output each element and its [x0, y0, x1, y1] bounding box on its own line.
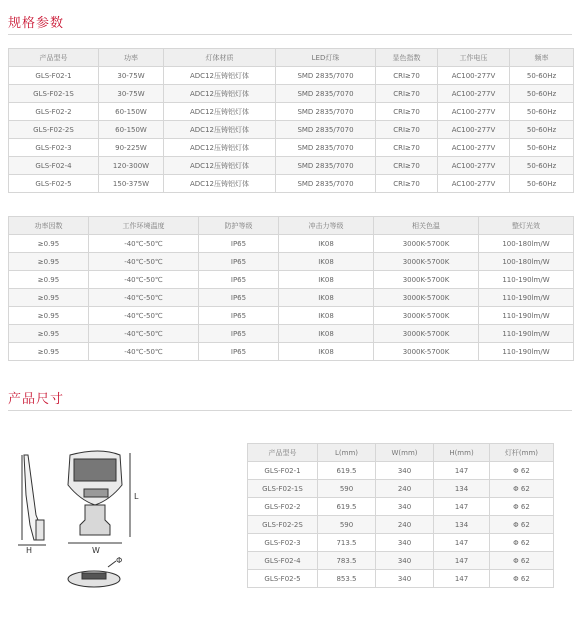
performance-table-row — [9, 271, 574, 289]
dimension-cell: 134 — [434, 480, 490, 498]
performance-cell: IK08 — [279, 289, 374, 307]
spec-table-header-row — [9, 49, 574, 67]
dimension-cell: 340 — [376, 552, 434, 570]
performance-cell: ≥0.95 — [9, 271, 89, 289]
performance-header-cell: 整灯光效 — [479, 217, 574, 235]
spec-table-row — [9, 67, 574, 85]
performance-cell: IK08 — [279, 307, 374, 325]
spec-cell: GLS-F02-2 — [9, 103, 99, 121]
spec-cell: AC100-277V — [438, 175, 510, 193]
performance-cell: IP65 — [199, 253, 279, 271]
dimension-cell: Φ 62 — [490, 480, 554, 498]
spec-table-row — [9, 157, 574, 175]
spec-cell: ADC12压铸铝灯体 — [164, 85, 276, 103]
performance-cell: 3000K-5700K — [374, 289, 479, 307]
spec-cell: 50-60Hz — [510, 175, 574, 193]
spec-cell: CRI≥70 — [376, 103, 438, 121]
performance-cell: 3000K-5700K — [374, 253, 479, 271]
spec-cell: ADC12压铸铝灯体 — [164, 157, 276, 175]
dimension-cell: 340 — [376, 570, 434, 588]
performance-cell: IP65 — [199, 325, 279, 343]
dimension-cell: 147 — [434, 462, 490, 480]
dimension-cell: Φ 62 — [490, 534, 554, 552]
spec-cell: AC100-277V — [438, 103, 510, 121]
spec-cell: 120-300W — [99, 157, 164, 175]
performance-table-row — [9, 343, 574, 361]
dimension-cell: GLS-F02-5 — [248, 570, 318, 588]
dimension-cell: Φ 62 — [490, 498, 554, 516]
spec-header-cell: 频率 — [510, 49, 574, 67]
spec-cell: 50-60Hz — [510, 85, 574, 103]
performance-cell: ≥0.95 — [9, 289, 89, 307]
dimension-table-header-row — [248, 444, 554, 462]
performance-header-cell: 防护等级 — [199, 217, 279, 235]
spec-cell: GLS-F02-1 — [9, 67, 99, 85]
performance-cell: 110-190lm/W — [479, 271, 574, 289]
spec-cell: ADC12压铸铝灯体 — [164, 121, 276, 139]
spec-cell: 50-60Hz — [510, 103, 574, 121]
performance-cell: IP65 — [199, 271, 279, 289]
performance-cell: 3000K-5700K — [374, 343, 479, 361]
spec-cell: SMD 2835/7070 — [276, 85, 376, 103]
dimensions-section-title: 产品尺寸 — [8, 392, 65, 407]
spec-cell: GLS-F02-1S — [9, 85, 99, 103]
dimension-table-row — [248, 498, 554, 516]
dimension-cell: 340 — [376, 462, 434, 480]
dimension-cell: GLS-F02-4 — [248, 552, 318, 570]
dimension-cell: GLS-F02-1 — [248, 462, 318, 480]
dimension-cell: 340 — [376, 534, 434, 552]
performance-cell: ≥0.95 — [9, 235, 89, 253]
performance-header-cell: 冲击力等级 — [279, 217, 374, 235]
dimension-header-cell: W(mm) — [376, 444, 434, 462]
spec-cell: 50-60Hz — [510, 121, 574, 139]
performance-cell: IK08 — [279, 271, 374, 289]
spec-cell: CRI≥70 — [376, 157, 438, 175]
performance-cell: 3000K-5700K — [374, 235, 479, 253]
dimension-cell: 713.5 — [318, 534, 376, 552]
dimension-cell: Φ 62 — [490, 462, 554, 480]
spec-cell: AC100-277V — [438, 157, 510, 175]
dimension-table-row — [248, 480, 554, 498]
length-label: L — [134, 492, 139, 501]
dimension-header-cell: 灯杆(mm) — [490, 444, 554, 462]
dimension-cell: 134 — [434, 516, 490, 534]
spec-cell: CRI≥70 — [376, 139, 438, 157]
spec-cell: CRI≥70 — [376, 175, 438, 193]
spec-cell: GLS-F02-4 — [9, 157, 99, 175]
performance-cell: 100-180lm/W — [479, 235, 574, 253]
pole-diameter-label: Φ — [116, 556, 123, 565]
performance-cell: ≥0.95 — [9, 253, 89, 271]
performance-header-cell: 相关色温 — [374, 217, 479, 235]
performance-cell: -40℃-50℃ — [89, 253, 199, 271]
dimension-cell: 619.5 — [318, 498, 376, 516]
spec-cell: GLS-F02-2S — [9, 121, 99, 139]
performance-table-row — [9, 289, 574, 307]
spec-cell: SMD 2835/7070 — [276, 67, 376, 85]
product-dimension-diagram — [10, 445, 170, 595]
spec-header-cell: 产品型号 — [9, 49, 99, 67]
performance-header-cell: 工作环境温度 — [89, 217, 199, 235]
dimension-cell: 240 — [376, 516, 434, 534]
performance-cell: -40℃-50℃ — [89, 325, 199, 343]
spec-header-cell: 显色指数 — [376, 49, 438, 67]
performance-table-row — [9, 235, 574, 253]
performance-cell: 3000K-5700K — [374, 271, 479, 289]
dimension-cell: 240 — [376, 480, 434, 498]
side-view — [18, 455, 46, 545]
spec-table — [8, 48, 574, 193]
spec-cell: CRI≥70 — [376, 67, 438, 85]
performance-cell: IP65 — [199, 343, 279, 361]
dimension-table-row — [248, 552, 554, 570]
height-label: H — [26, 546, 33, 555]
spec-cell: GLS-F02-5 — [9, 175, 99, 193]
performance-cell: 100-180lm/W — [479, 253, 574, 271]
dimension-cell: Φ 62 — [490, 552, 554, 570]
dimension-cell: 853.5 — [318, 570, 376, 588]
dimension-table-row — [248, 570, 554, 588]
performance-cell: IK08 — [279, 325, 374, 343]
spec-cell: AC100-277V — [438, 139, 510, 157]
spec-cell: AC100-277V — [438, 85, 510, 103]
performance-cell: 110-190lm/W — [479, 325, 574, 343]
dimension-header-cell: 产品型号 — [248, 444, 318, 462]
specs-section-title: 规格参数 — [8, 16, 65, 31]
top-view — [68, 451, 130, 543]
spec-cell: CRI≥70 — [376, 121, 438, 139]
spec-header-cell: 灯体材质 — [164, 49, 276, 67]
dimension-cell: 619.5 — [318, 462, 376, 480]
spec-header-cell: 功率 — [99, 49, 164, 67]
dimension-cell: 590 — [318, 480, 376, 498]
spec-cell: AC100-277V — [438, 121, 510, 139]
performance-cell: ≥0.95 — [9, 307, 89, 325]
spec-cell: AC100-277V — [438, 67, 510, 85]
spec-cell: 30-75W — [99, 67, 164, 85]
performance-cell: 110-190lm/W — [479, 289, 574, 307]
spec-table-row — [9, 175, 574, 193]
performance-cell: 110-190lm/W — [479, 307, 574, 325]
spec-header-cell: LED灯珠 — [276, 49, 376, 67]
width-label: W — [92, 546, 100, 555]
spec-cell: SMD 2835/7070 — [276, 157, 376, 175]
performance-cell: -40℃-50℃ — [89, 289, 199, 307]
dimension-cell: 147 — [434, 570, 490, 588]
dimension-cell: 147 — [434, 552, 490, 570]
performance-table-row — [9, 253, 574, 271]
spec-cell: 50-60Hz — [510, 139, 574, 157]
performance-cell: IP65 — [199, 289, 279, 307]
spec-cell: 150-375W — [99, 175, 164, 193]
spec-cell: ADC12压铸铝灯体 — [164, 103, 276, 121]
spec-cell: GLS-F02-3 — [9, 139, 99, 157]
performance-cell: IP65 — [199, 307, 279, 325]
spec-cell: ADC12压铸铝灯体 — [164, 139, 276, 157]
dimension-cell: GLS-F02-2 — [248, 498, 318, 516]
performance-cell: IK08 — [279, 343, 374, 361]
dimension-header-cell: H(mm) — [434, 444, 490, 462]
spec-table-row — [9, 103, 574, 121]
front-view — [68, 561, 120, 587]
spec-header-cell: 工作电压 — [438, 49, 510, 67]
dimension-cell: GLS-F02-2S — [248, 516, 318, 534]
dimension-header-cell: L(mm) — [318, 444, 376, 462]
spec-cell: 60-150W — [99, 121, 164, 139]
performance-header-cell: 功率因数 — [9, 217, 89, 235]
performance-table-row — [9, 307, 574, 325]
dimension-table — [247, 443, 554, 588]
performance-cell: IK08 — [279, 253, 374, 271]
dimension-cell: 783.5 — [318, 552, 376, 570]
spec-cell: 50-60Hz — [510, 67, 574, 85]
performance-cell: 3000K-5700K — [374, 325, 479, 343]
spec-cell: 50-60Hz — [510, 157, 574, 175]
spec-cell: ADC12压铸铝灯体 — [164, 175, 276, 193]
spec-cell: 30-75W — [99, 85, 164, 103]
dimension-cell: GLS-F02-3 — [248, 534, 318, 552]
spec-cell: SMD 2835/7070 — [276, 103, 376, 121]
performance-table-header-row — [9, 217, 574, 235]
spec-table-row — [9, 85, 574, 103]
performance-cell: -40℃-50℃ — [89, 307, 199, 325]
dimension-table-row — [248, 534, 554, 552]
performance-cell: -40℃-50℃ — [89, 343, 199, 361]
performance-cell: IP65 — [199, 235, 279, 253]
spec-cell: ADC12压铸铝灯体 — [164, 67, 276, 85]
spec-cell: 90-225W — [99, 139, 164, 157]
spec-table-row — [9, 139, 574, 157]
performance-cell: ≥0.95 — [9, 343, 89, 361]
spec-cell: 60-150W — [99, 103, 164, 121]
performance-table-row — [9, 325, 574, 343]
performance-cell: IK08 — [279, 235, 374, 253]
spec-cell: SMD 2835/7070 — [276, 139, 376, 157]
performance-cell: 110-190lm/W — [479, 343, 574, 361]
dimensions-section-divider — [8, 410, 572, 411]
dimension-cell: Φ 62 — [490, 570, 554, 588]
spec-cell: SMD 2835/7070 — [276, 175, 376, 193]
dimension-cell: 147 — [434, 534, 490, 552]
spec-table-row — [9, 121, 574, 139]
dimension-cell: GLS-F02-1S — [248, 480, 318, 498]
spec-cell: SMD 2835/7070 — [276, 121, 376, 139]
performance-cell: -40℃-50℃ — [89, 271, 199, 289]
dimension-table-row — [248, 516, 554, 534]
dimension-cell: 147 — [434, 498, 490, 516]
spec-cell: CRI≥70 — [376, 85, 438, 103]
dimension-cell: 340 — [376, 498, 434, 516]
performance-cell: ≥0.95 — [9, 325, 89, 343]
dimension-cell: Φ 62 — [490, 516, 554, 534]
performance-table — [8, 216, 574, 361]
performance-cell: 3000K-5700K — [374, 307, 479, 325]
dimension-cell: 590 — [318, 516, 376, 534]
specs-section-divider — [8, 34, 572, 35]
performance-cell: -40℃-50℃ — [89, 235, 199, 253]
dimension-table-row — [248, 462, 554, 480]
